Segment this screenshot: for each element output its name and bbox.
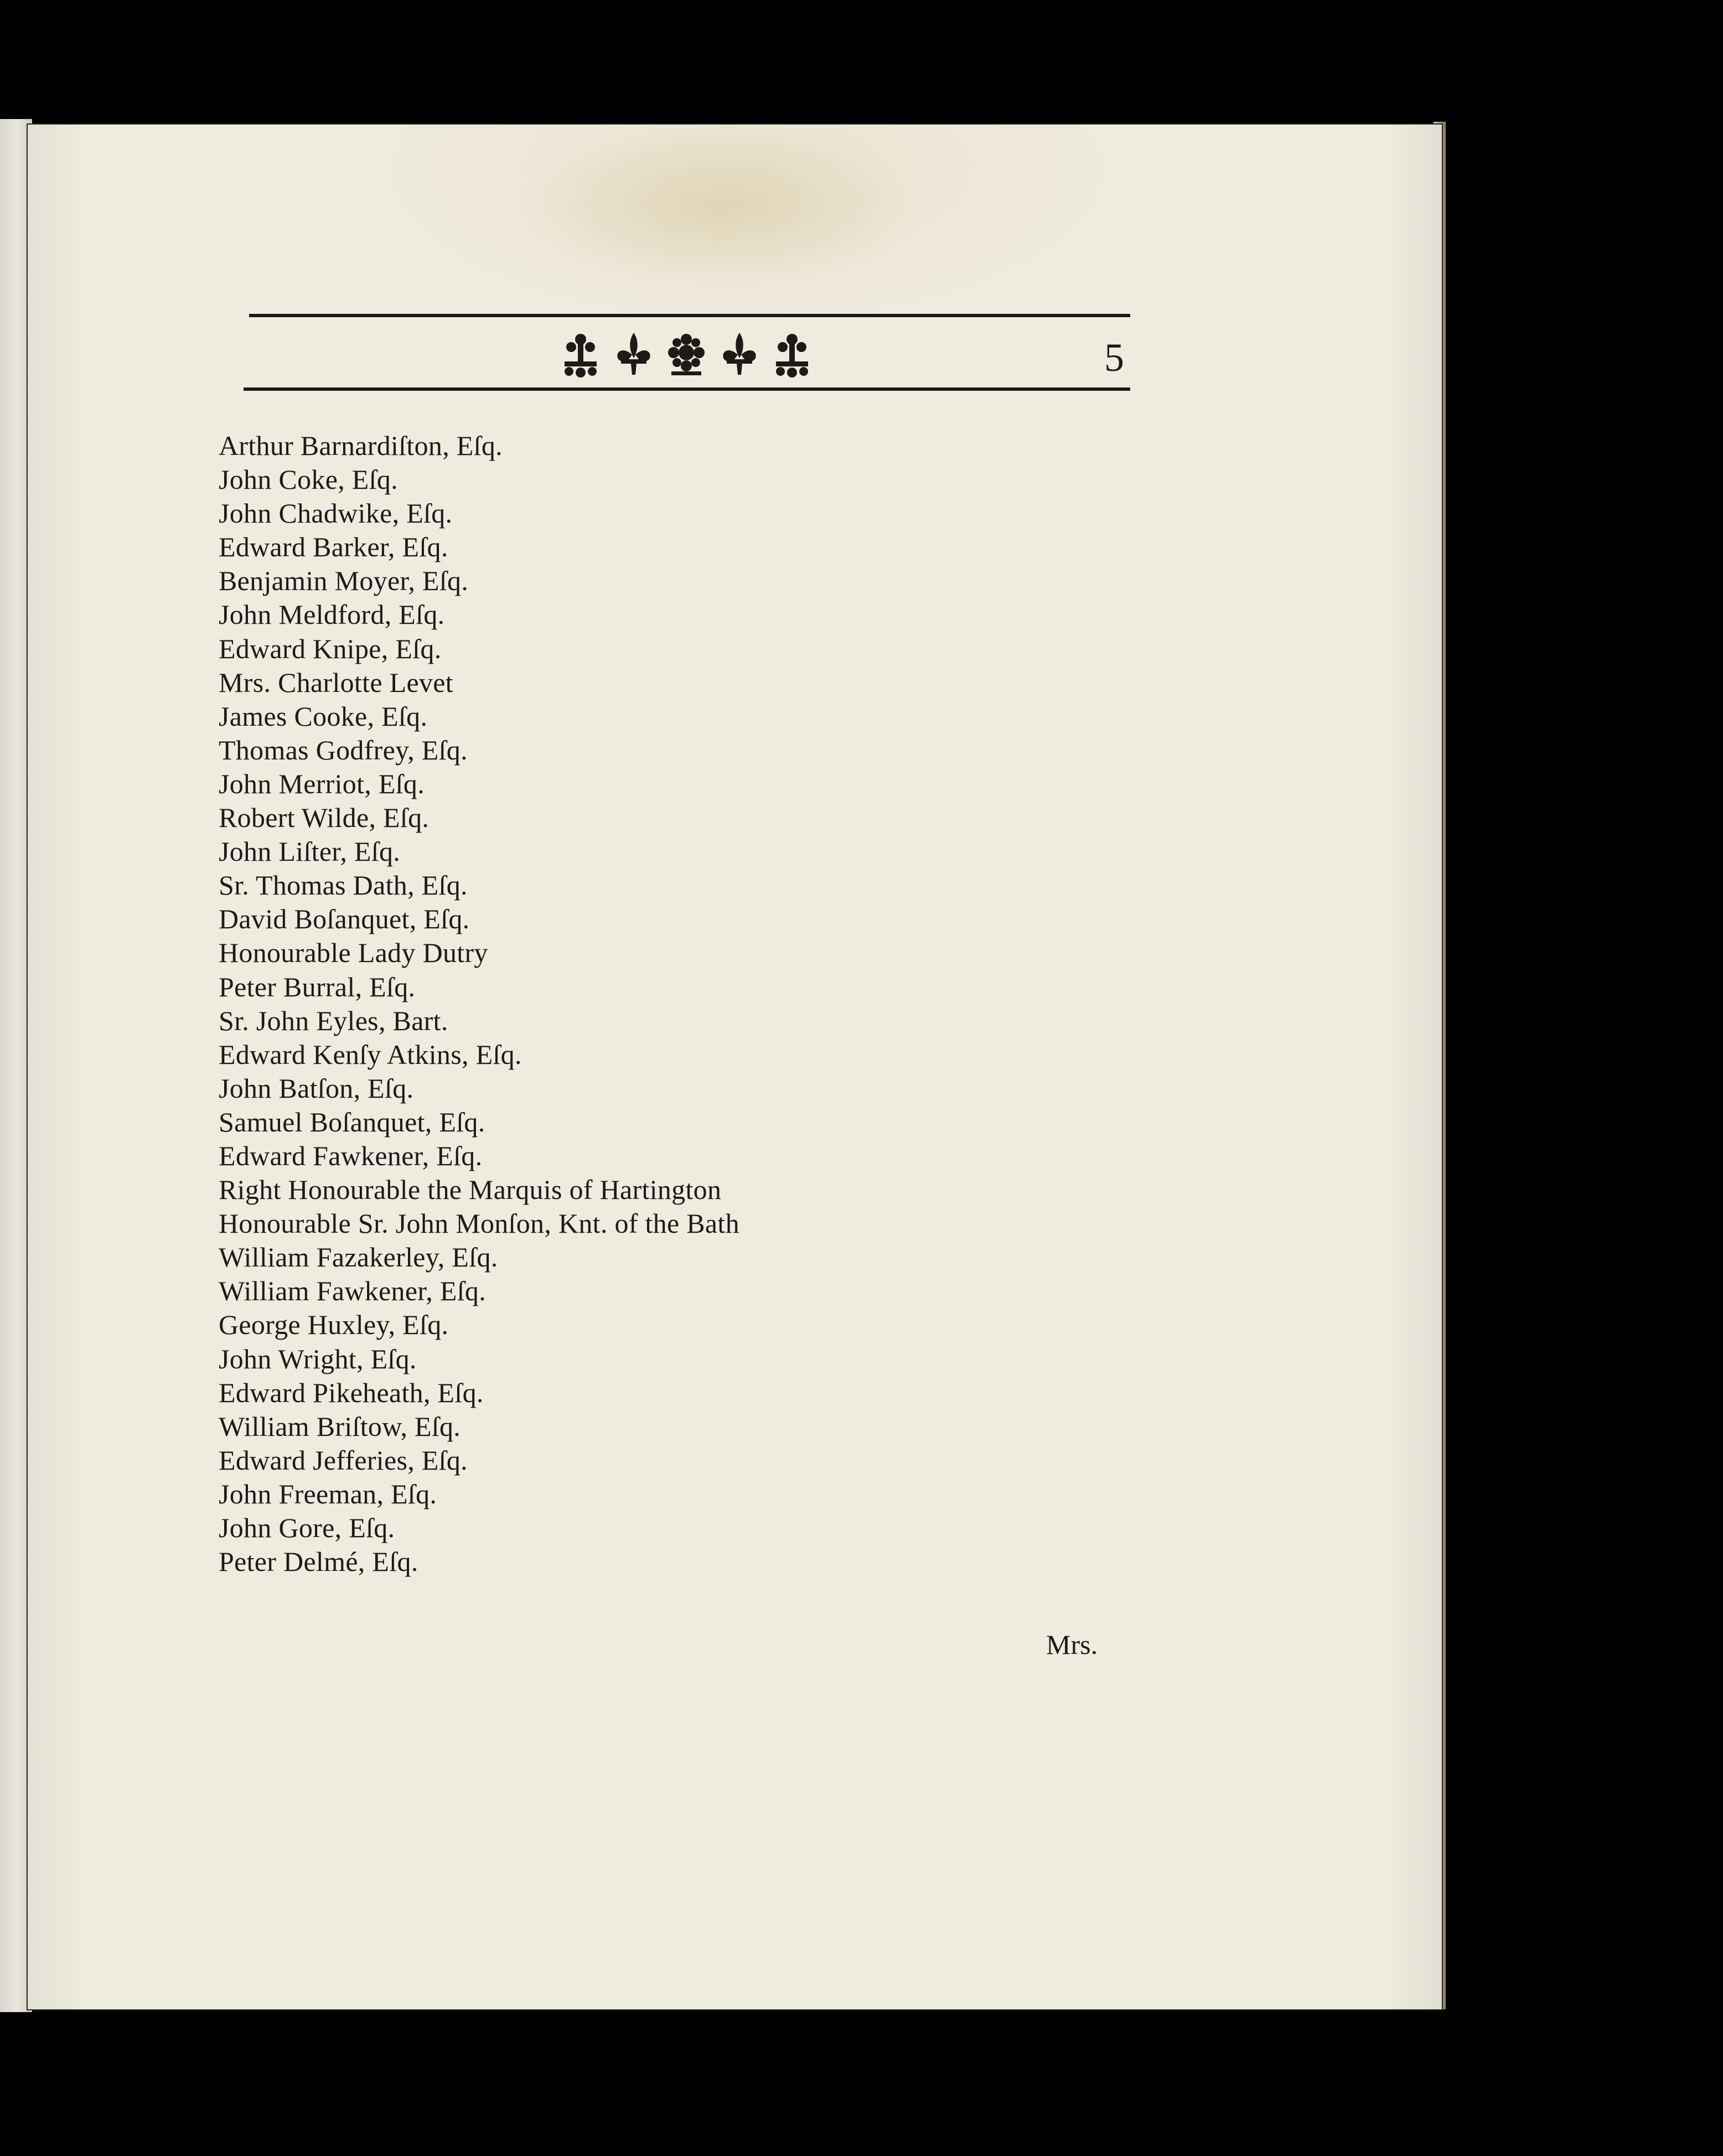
subscriber-name: John Liſter, Eſq. bbox=[219, 836, 401, 867]
subscriber-name: Benjamin Moyer, Eſq. bbox=[219, 565, 469, 597]
subscriber-name: William Fawkener, Eſq. bbox=[219, 1275, 487, 1307]
subscriber-name: Honourable Sr. John Monſon, Knt. of the Bath bbox=[219, 1208, 739, 1239]
header-ornament-row bbox=[559, 327, 814, 382]
subscriber-name: John Wright, Eſq. bbox=[219, 1343, 417, 1374]
subscriber-name: John Coke, Eſq. bbox=[219, 464, 398, 495]
subscriber-name: George Huxley, Eſq. bbox=[219, 1309, 449, 1341]
subscriber-name: John Meldford, Eſq. bbox=[219, 599, 445, 630]
page-number: 5 bbox=[1104, 335, 1124, 380]
rosette-icon bbox=[665, 330, 708, 378]
subscriber-name: William Briſtow, Eſq. bbox=[219, 1410, 461, 1442]
header-rule-top bbox=[249, 314, 1130, 317]
subscriber-name: Edward Jefferies, Eſq. bbox=[219, 1444, 468, 1476]
subscriber-name: Peter Burral, Eſq. bbox=[219, 971, 416, 1002]
subscriber-name: Thomas Godfrey, Eſq. bbox=[219, 734, 468, 766]
subscriber-name: Mrs. Charlotte Levet bbox=[219, 666, 453, 698]
subscriber-name: Sr. Thomas Dath, Eſq. bbox=[219, 870, 468, 901]
subscriber-name: Robert Wilde, Eſq. bbox=[219, 802, 430, 834]
fleuron-icon bbox=[770, 330, 814, 378]
header-rule-bottom bbox=[244, 387, 1130, 391]
subscriber-list bbox=[219, 429, 739, 1579]
subscriber-name: David Boſanquet, Eſq. bbox=[219, 903, 470, 935]
subscriber-name: Arthur Barnardiſton, Eſq. bbox=[219, 430, 503, 461]
subscriber-name: John Gore, Eſq. bbox=[219, 1512, 395, 1543]
subscriber-name: Edward Kenſy Atkins, Eſq. bbox=[219, 1038, 522, 1070]
subscriber-name: John Merriot, Eſq. bbox=[219, 768, 425, 799]
subscriber-name: Samuel Boſanquet, Eſq. bbox=[219, 1106, 485, 1138]
subscriber-name: John Batſon, Eſq. bbox=[219, 1072, 414, 1104]
subscriber-name: William Fazakerley, Eſq. bbox=[219, 1242, 498, 1273]
subscriber-name: Edward Barker, Eſq. bbox=[219, 531, 448, 563]
fleur-de-lis-icon bbox=[612, 330, 655, 378]
subscriber-name: Honourable Lady Dutry bbox=[219, 937, 488, 969]
subscriber-name: James Cooke, Eſq. bbox=[219, 700, 428, 732]
catchword: Mrs. bbox=[1046, 1629, 1098, 1660]
subscriber-name: Sr. John Eyles, Bart. bbox=[219, 1005, 448, 1036]
subscriber-name: Edward Pikeheath, Eſq. bbox=[219, 1377, 484, 1408]
subscriber-name: John Freeman, Eſq. bbox=[219, 1478, 437, 1509]
subscriber-name: Right Honourable the Marquis of Hartington bbox=[219, 1174, 722, 1206]
subscriber-name: Peter Delmé, Eſq. bbox=[219, 1546, 418, 1578]
subscriber-name: Edward Knipe, Eſq. bbox=[219, 633, 442, 664]
subscriber-name: Edward Fawkener, Eſq. bbox=[219, 1140, 483, 1171]
fleur-de-lis-icon bbox=[718, 330, 761, 378]
subscriber-name: John Chadwike, Eſq. bbox=[219, 498, 453, 529]
fleuron-icon bbox=[559, 330, 602, 378]
